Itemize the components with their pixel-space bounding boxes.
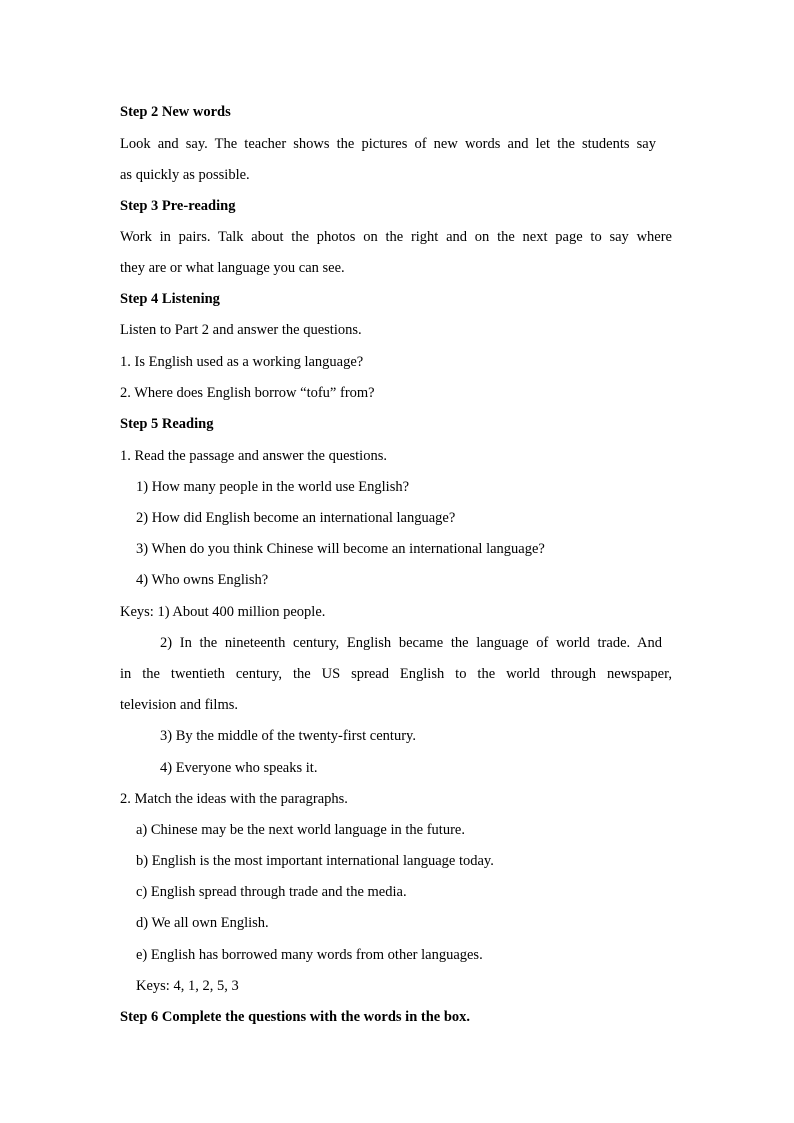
step5-task1-question-2: 2) How did English become an international language? [136, 510, 456, 526]
step3-heading: Step 3 Pre-reading [120, 198, 236, 214]
step5-keys1-answer-1: Keys: 1) About 400 million people. [120, 604, 326, 620]
step4-intro: Listen to Part 2 and answer the questions. [120, 322, 362, 338]
step4-heading: Step 4 Listening [120, 291, 220, 307]
step5-task2-idea-a: a) Chinese may be the next world language in the future. [136, 822, 465, 838]
step5-task2: 2. Match the ideas with the paragraphs. [120, 791, 348, 807]
step5-task2-idea-b: b) English is the most important international language today. [136, 853, 494, 869]
step5-task1-question-4: 4) Who owns English? [136, 572, 269, 588]
step5-task2-idea-e: e) English has borrowed many words from other languages. [136, 947, 483, 963]
step2-text-line2: as quickly as possible. [120, 167, 250, 183]
step5-task2-idea-c: c) English spread through trade and the media. [136, 884, 407, 900]
step6-heading: Step 6 Complete the questions with the words in the box. [120, 1009, 471, 1025]
step4-question-1: 1. Is English used as a working language? [120, 354, 364, 370]
step5-task1-question-1: 1) How many people in the world use English? [136, 479, 410, 495]
step2-heading: Step 2 New words [120, 104, 231, 120]
step5-keys1-answer-2-line1: 2) In the nineteenth century, English became the language of world trade. And [160, 635, 662, 651]
step5-task1: 1. Read the passage and answer the questions. [120, 448, 387, 464]
step5-keys2: Keys: 4, 1, 2, 5, 3 [136, 978, 239, 994]
step5-task1-question-3: 3) When do you think Chinese will become an international language? [136, 541, 545, 557]
step5-heading: Step 5 Reading [120, 416, 214, 432]
step3-text-line1: Work in pairs. Talk about the photos on the right and on the next page to say where [120, 229, 672, 245]
step3-text-line2: they are or what language you can see. [120, 260, 345, 276]
step5-keys1-answer-2-line2: in the twentieth century, the US spread English to the world through newspaper, [120, 666, 672, 682]
step5-keys1-answer-2-line3: television and films. [120, 697, 238, 713]
step4-question-2: 2. Where does English borrow “tofu” from? [120, 385, 375, 401]
step5-task2-idea-d: d) We all own English. [136, 915, 269, 931]
step2-text-line1: Look and say. The teacher shows the pictures of new words and let the students say [120, 136, 656, 152]
step5-keys1-answer-4: 4) Everyone who speaks it. [160, 760, 318, 776]
step5-keys1-answer-3: 3) By the middle of the twenty-first century. [160, 728, 416, 744]
